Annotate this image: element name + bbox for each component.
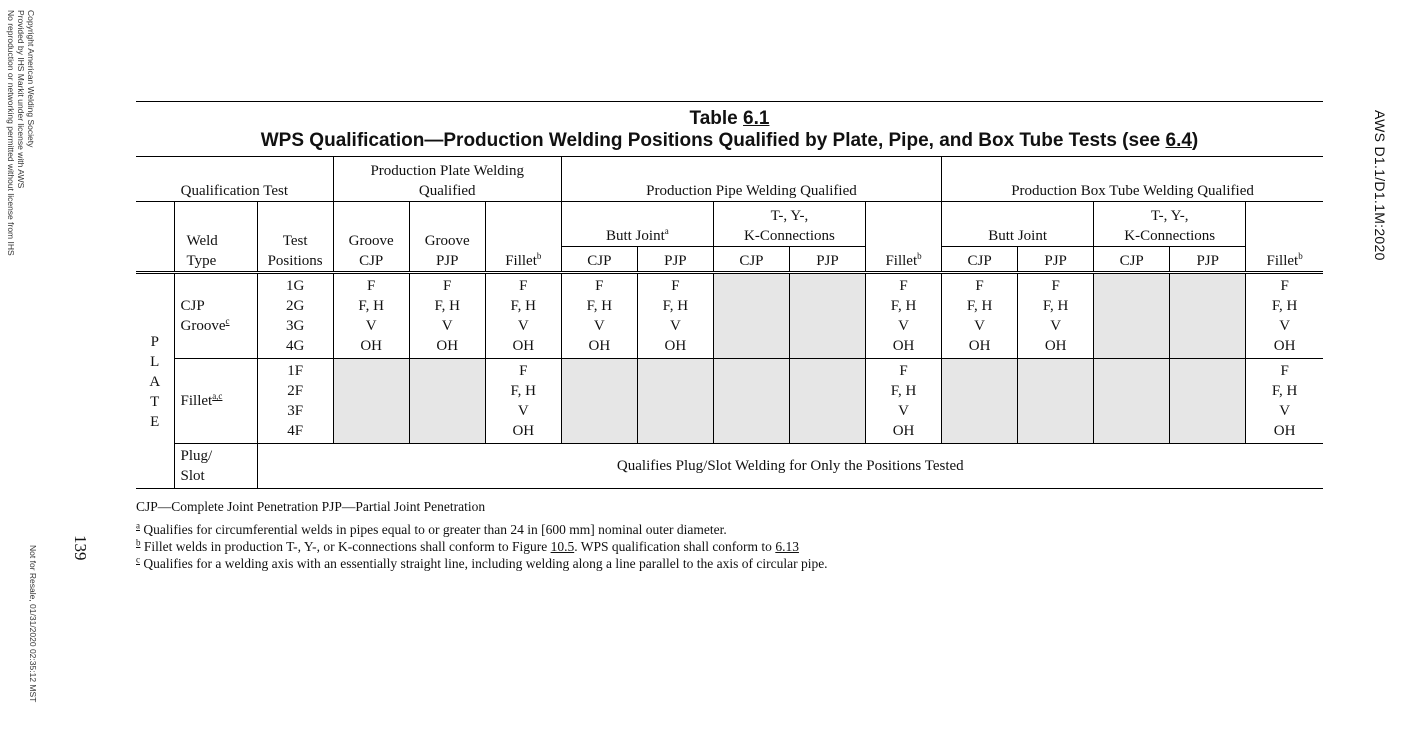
position-value: 1F: [287, 363, 304, 379]
qualified-value: OH: [1273, 338, 1296, 354]
header-qualification-test: Qualification Test: [136, 157, 333, 202]
not-qualified-cell: [789, 359, 865, 444]
qualified-value: V: [1050, 318, 1062, 334]
footnote-mark-a: a: [664, 226, 669, 236]
copyright-line: Provided by IHS Markit under license with AWS: [16, 10, 26, 189]
tyk-line1: T-, Y-,: [1150, 208, 1189, 224]
not-qualified-cell: [1018, 359, 1094, 444]
page-number: 139: [71, 535, 90, 561]
table-title-line2: [136, 130, 1323, 152]
footnote-c: [136, 555, 828, 572]
qualified-value: F: [443, 278, 452, 294]
not-qualified-cell: [942, 359, 1018, 444]
qualified-value: F, H: [510, 298, 537, 314]
not-qualified-cell: [1170, 359, 1246, 444]
groove-pjp-label: PJP: [435, 253, 459, 269]
not-qualified-cell: [561, 359, 637, 444]
qualified-value: V: [1279, 403, 1291, 419]
qualified-value: F: [671, 278, 680, 294]
copyright-line: No reproduction or networking permitted without license from IHS: [6, 10, 16, 256]
footnote-mark: a: [136, 520, 140, 531]
test-positions-fillet: [257, 359, 333, 444]
weld-type-plug-slot: [174, 444, 257, 489]
qualified-value: F: [1280, 363, 1289, 379]
qualified-value: V: [898, 403, 909, 419]
qualified-value: OH: [360, 338, 382, 354]
qualified-value: OH: [436, 338, 459, 354]
qualified-value: V: [593, 318, 605, 334]
fillet-label: Fillet: [885, 253, 918, 269]
header-blank: [136, 202, 174, 273]
not-qualified-cell: [713, 273, 789, 359]
qualified-value: OH: [892, 423, 915, 439]
weld-type-cjp-groove: [174, 273, 257, 359]
weld-type-line1: Weld: [186, 233, 218, 249]
header-pipe-fillet: [866, 202, 942, 273]
qualified-value: F, H: [966, 298, 993, 314]
plate-label: [136, 273, 174, 489]
plug-slot-qualification: Qualifies Plug/Slot Welding for Only the Positions Tested: [257, 444, 1323, 489]
footnote-a: [136, 521, 828, 538]
fillet-row-label: Fillet: [180, 393, 213, 409]
qualified-value: F, H: [434, 298, 460, 314]
table-title: [136, 108, 1323, 152]
table-title-line1: [136, 108, 1323, 130]
not-qualified-cell: [1094, 273, 1170, 359]
header-plate-fillet: [485, 202, 561, 273]
table-footnotes: [136, 498, 828, 572]
qualified-value: OH: [512, 338, 535, 354]
section-ref-link[interactable]: 6.4: [1165, 130, 1192, 151]
header-pipe-tyk: [713, 202, 865, 247]
qualified-value: F, H: [510, 383, 537, 399]
position-value: 1G: [285, 278, 305, 294]
header-test-positions: [257, 202, 333, 273]
test-positions-groove: [257, 273, 333, 359]
qualified-value: F, H: [1042, 298, 1069, 314]
test-pos-line1: Test: [282, 233, 308, 249]
footnote-mark-b: b: [917, 251, 922, 261]
qualified-cell: [561, 273, 637, 359]
plate-letter: A: [149, 374, 161, 390]
pipe-butt-cjp: CJP: [561, 247, 637, 273]
qualified-cell: [485, 359, 561, 444]
box-butt-pjp: PJP: [1018, 247, 1094, 273]
qualified-value: F, H: [358, 298, 384, 314]
footnote-b-text: . WPS qualification shall conform to: [574, 539, 776, 554]
header-groove-pjp: [409, 202, 485, 273]
plate-letter: T: [150, 394, 160, 410]
qualified-value: F: [519, 278, 528, 294]
qualified-cell: [1018, 273, 1094, 359]
table-row-fillet: [136, 359, 1323, 444]
qualified-value: F: [595, 278, 604, 294]
not-qualified-cell: [409, 359, 485, 444]
qualified-value: V: [517, 403, 529, 419]
tyk-line1: T-, Y-,: [770, 208, 809, 224]
qualified-value: V: [898, 318, 909, 334]
header-plate-group: [333, 157, 561, 202]
qualified-value: V: [441, 318, 453, 334]
qualified-cell: [1246, 359, 1323, 444]
copyright-line: Copyright American Welding Society: [26, 10, 36, 148]
qualified-cell: [409, 273, 485, 359]
not-qualified-cell: [789, 273, 865, 359]
box-tyk-cjp: CJP: [1094, 247, 1170, 273]
plate-group-line1: Production Plate Welding: [370, 163, 524, 179]
qualified-value: F: [975, 278, 984, 294]
qualified-cell: [637, 273, 713, 359]
tyk-line2: K-Connections: [1124, 228, 1216, 244]
pipe-butt-pjp: PJP: [637, 247, 713, 273]
section-ref-link[interactable]: 6.13: [775, 539, 799, 554]
title-end: ): [1191, 130, 1199, 151]
qualified-cell: [942, 273, 1018, 359]
qualified-value: OH: [892, 338, 915, 354]
header-row-sub: [136, 202, 1323, 247]
header-groove-cjp: [333, 202, 409, 273]
groove-label: Groove: [424, 233, 470, 249]
butt-joint-label: Butt Joint: [605, 228, 665, 244]
copyright-notice: [6, 10, 36, 280]
plug-line2: Slot: [180, 468, 205, 484]
footnote-mark-b: b: [536, 251, 542, 261]
qualified-value: V: [1279, 318, 1291, 334]
qualified-cell: [333, 273, 409, 359]
weld-type-line2: Type: [186, 253, 217, 269]
test-pos-line2: Positions: [267, 253, 323, 269]
box-butt-cjp: CJP: [942, 247, 1018, 273]
not-qualified-cell: [713, 359, 789, 444]
qualified-value: OH: [512, 423, 535, 439]
plug-line1: Plug/: [180, 448, 213, 464]
qualified-value: F, H: [662, 298, 689, 314]
not-qualified-cell: [637, 359, 713, 444]
qualified-cell: [485, 273, 561, 359]
fillet-label: Fillet: [1266, 253, 1299, 269]
qualified-value: OH: [1273, 423, 1296, 439]
header-box-fillet: [1246, 202, 1323, 273]
qualified-value: F: [519, 363, 528, 379]
footnote-b-text: Fillet welds in production T-, Y-, or K-connections shall conform to Figure: [143, 539, 551, 554]
qualified-value: V: [669, 318, 681, 334]
qualified-value: F: [366, 278, 376, 294]
plate-letter: L: [150, 354, 160, 370]
table-row-cjp-groove: [136, 273, 1323, 359]
position-value: 4F: [287, 423, 304, 439]
position-value: 3F: [287, 403, 304, 419]
header-row-groups: [136, 157, 1323, 202]
footnote-c-text: Qualifies for a welding axis with an essentially straight line, including welding along a line parallel to the axis of circular pipe.: [143, 556, 828, 571]
position-value: 2G: [285, 298, 305, 314]
title-prefix: Table: [689, 108, 744, 129]
plate-letter: P: [150, 334, 159, 350]
plate-letter: E: [150, 414, 160, 430]
qualified-value: OH: [664, 338, 687, 354]
resale-note: Not for Resale, 01/31/2020 02:35:12 MST: [28, 545, 38, 703]
qualified-value: OH: [968, 338, 991, 354]
header-box-group: Production Box Tube Welding Qualified: [942, 157, 1323, 202]
table-number-link[interactable]: 6.1: [743, 108, 770, 129]
footnote-mark-ac: a,c: [212, 391, 223, 401]
box-tyk-pjp: PJP: [1170, 247, 1246, 273]
fillet-label: Fillet: [505, 253, 537, 269]
footnote-mark: b: [136, 537, 141, 548]
groove-cjp-label: CJP: [359, 253, 384, 269]
qualified-value: F: [899, 363, 908, 379]
title-main: WPS Qualification—Production Welding Positions Qualified by Plate, Pipe, and Box Tube Tests (see: [260, 130, 1166, 151]
table-row-plug-slot: [136, 444, 1323, 489]
cjp-groove-line1: CJP: [180, 298, 205, 314]
header-box-tyk: [1094, 202, 1246, 247]
header-box-butt-joint: Butt Joint: [942, 202, 1094, 247]
groove-label: Groove: [348, 233, 394, 249]
qualified-value: F, H: [890, 298, 917, 314]
qualified-value: F, H: [890, 383, 917, 399]
qualified-value: V: [974, 318, 986, 334]
qualified-cell: [866, 273, 942, 359]
qualified-value: F: [899, 278, 908, 294]
position-value: 4G: [285, 338, 305, 354]
not-qualified-cell: [333, 359, 409, 444]
header-weld-type: [174, 202, 257, 273]
document-id: AWS D1.1/D1.1M:2020: [1372, 110, 1388, 261]
footnote-mark-b: b: [1298, 251, 1303, 261]
welding-positions-table: [136, 156, 1323, 489]
qualified-value: OH: [588, 338, 611, 354]
footnote-mark: c: [136, 554, 140, 565]
cjp-groove-line2: Groove: [180, 318, 226, 334]
abbreviations-note: CJP—Complete Joint Penetration PJP—Partial Joint Penetration: [136, 499, 486, 514]
qualified-value: V: [517, 318, 529, 334]
position-value: 3G: [285, 318, 305, 334]
pipe-tyk-pjp: PJP: [789, 247, 865, 273]
qualified-value: F: [1051, 278, 1060, 294]
footnote-a-text: Qualifies for circumferential welds in pipes equal to or greater than 24 in [600 mm] nominal outer diameter.: [143, 522, 727, 537]
tyk-line2: K-Connections: [744, 228, 835, 244]
pipe-tyk-cjp: CJP: [713, 247, 789, 273]
qualified-value: F, H: [1271, 383, 1298, 399]
qualified-value: F: [1280, 278, 1289, 294]
position-value: 2F: [287, 383, 304, 399]
figure-ref-link[interactable]: 10.5: [550, 539, 575, 554]
weld-type-fillet: [174, 359, 257, 444]
qualified-value: F, H: [1271, 298, 1298, 314]
footnote-b: [136, 538, 828, 555]
qualified-value: V: [365, 318, 377, 334]
qualified-value: F, H: [586, 298, 613, 314]
top-rule: [136, 101, 1323, 102]
plate-group-line2: Qualified: [418, 183, 476, 199]
header-pipe-butt-joint: [561, 202, 713, 247]
not-qualified-cell: [1170, 273, 1246, 359]
not-qualified-cell: [1094, 359, 1170, 444]
qualified-cell: [866, 359, 942, 444]
qualified-cell: [1246, 273, 1323, 359]
qualified-value: OH: [1044, 338, 1067, 354]
footnote-mark-c: c: [225, 316, 230, 326]
header-pipe-group: Production Pipe Welding Qualified: [561, 157, 941, 202]
